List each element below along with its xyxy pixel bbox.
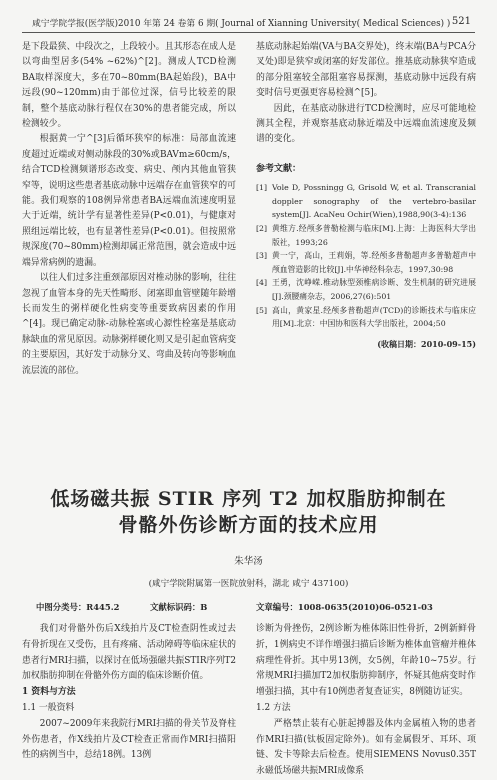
body-paragraph: 基底动脉起始端(VA与BA交界处)，终末端(BA与PCA分叉处)即是狭窄或闭塞的好发部位。推基底动脉狭窄造成的部分阻塞较全部阻塞容易探测，基底动脉中远段有病变时信号更强更容易检测^[5]。 (256, 42, 476, 99)
body-paragraph: 以往人们过多注重颈部原因对椎动脉的影响，往往忽视了血管本身的先天性畸形、闭塞即血管壁随年龄增长而发生的粥样硬化性病变等重要致病因素的作用^[4]。现已确定动脉-动脉栓塞或心源性栓塞是基底动脉缺血的常见原因。动脉粥样硬化则又是引起血管病变的主要原因，其好发于动脉分叉、弯曲及转向等影响血流层流的部位。 (22, 273, 236, 376)
bottom-right-column (256, 622, 476, 780)
reference-item: [4] 王勇，沈峥嵘.椎动脉型颈椎病诊断、发生机制的研究进展[J].颈腰痛杂志，2006,27(6):501 (256, 278, 476, 301)
journal-title: 咸宁学院学报(医学版)2010 年第 24 卷第 6 期( Journal of Xianning University( Medical Sciences) ) (32, 19, 451, 29)
article-number: 文章编号：1008-0635(2010)06-0521-03 (256, 602, 433, 612)
article-title-line-1: 低场磁共振 STIR 序列 T2 加权脂肪抑制在 (50, 488, 447, 510)
received-date: (收稿日期：2010-09-15) (377, 338, 476, 349)
reference-item: [5] 高山，黄家星.经颅多普勒超声(TCD)的诊断技术与临床应用[M].北京：中国协和医科大学出版社，2004;50 (256, 305, 476, 329)
body-paragraph: 诊断为骨挫伤，2例诊断为椎体陈旧性骨折，2例新鲜骨折，1例病史不详作增强扫描后诊断为椎体血管瘤并椎体病理性骨折。其中男13例，女5例，年龄10~75岁。行常规MRI扫描加T2加权脂肪抑制序，怀疑其他病变时作增强扫描，其中有10例患者复查证实，8例随访证实。 (256, 624, 476, 698)
running-header (22, 14, 475, 33)
body-paragraph: 我们对骨骼外伤后X线拍片及CT检查阴性或过去有骨折现在又受伤，且有疼痛、活动障碍等临床症状的患者行MRI扫描，以探讨在低场强磁共振STIR序列T2加权脂肪抑制在骨骼外伤方面的临床诊断价值。 (22, 624, 236, 682)
body-paragraph: 2007~2009年来我院行MRI扫描的骨关节及脊柱外伤患者，作X线拍片及CT检查正常而作MRI扫描阳性的病例当中，总结18例。13例 (22, 718, 236, 761)
body-paragraph: 因此，在基底动脉进行TCD检测时，应尽可能地检测其全程，并观察基底动脉近端及中远端血流速度及频谱的变化。 (256, 103, 476, 145)
body-paragraph: 是下段最狭、中段次之，上段较小。且其形态在成人是以弯曲型居多(54% ~62%)^[2]。测成人TCD检测BA取样深度大，多在70~80mm(BA起始段)，BA中远段(90~120mm)由于部位过深，信号比较差的限制，整个基底动脉行程仅在30%的患者能完成，所以检测较少。 (22, 42, 236, 130)
section-heading: 1 资料与方法 (22, 687, 76, 698)
references-heading: 参考文献： (256, 163, 302, 174)
top-left-column (22, 40, 236, 379)
body-paragraph: 严格禁止装有心脏起搏器及体内金属植入物的患者作MRI扫描(钛板固定除外)。如有金属假牙、耳环、项链、发卡等除去后检查。使用SIEMENS Novus0.35T永磁低场磁共振MRI成像系 (256, 718, 476, 777)
subsection-heading: 1.2 方法 (256, 702, 291, 713)
body-paragraph: 根据黄一宁^[3]后循环狭窄的标准：局部血流速度超过近端或对侧动脉段的30%或BAVm≥60cm/s，结合TCD检测频谱形态改变、病史、颅内其他血管狭窄等，说明这些患者基底动脉中远端存在血管狭窄的可能。我们观察的108例异常患者BA远端血流速度明显大于近端，统计学有显著性差异(P<0.01)，与健康对照组远端比较，也有显著性差异(P<0.01)。但按照常规深度(70~80mm)检测却属正常范围，就会造成中远端异常病例的遗漏。 (22, 134, 236, 268)
subsection-heading: 1.1 一般资料 (22, 702, 75, 713)
top-right-column (256, 40, 476, 352)
bottom-left-column (22, 622, 236, 764)
clc-number: 中图分类号：R445.2 (36, 602, 120, 612)
reference-item: [2] 黄维方.经颅多普勒检测与临床[M].上海：上海医科大学出版社，1993;26 (256, 224, 476, 247)
author: 朱华汤 (234, 556, 263, 567)
article-title-line-2: 骨骼外伤诊断方面的技术应用 (118, 514, 379, 536)
document-code: 文献标识码：B (150, 602, 208, 612)
page-number: 521 (451, 16, 471, 27)
reference-item: [3] 黄一宁，高山，王莉娟，等.经颅多普勒超声多普勒超声中颅血管造影的比较[J].中华神经科杂志，1997,30:98 (256, 251, 476, 274)
affiliation: (咸宁学院附属第一医院放射科，湖北 咸宁 437100) (148, 579, 349, 589)
reference-item: [1] Vole D, Possningg G, Grisold W, et al. Transcranial doppler sonography of the vertebro-basilar system[J]. AcaNeu Ochir(Wien),1988,90(3-4):136 (256, 183, 476, 220)
